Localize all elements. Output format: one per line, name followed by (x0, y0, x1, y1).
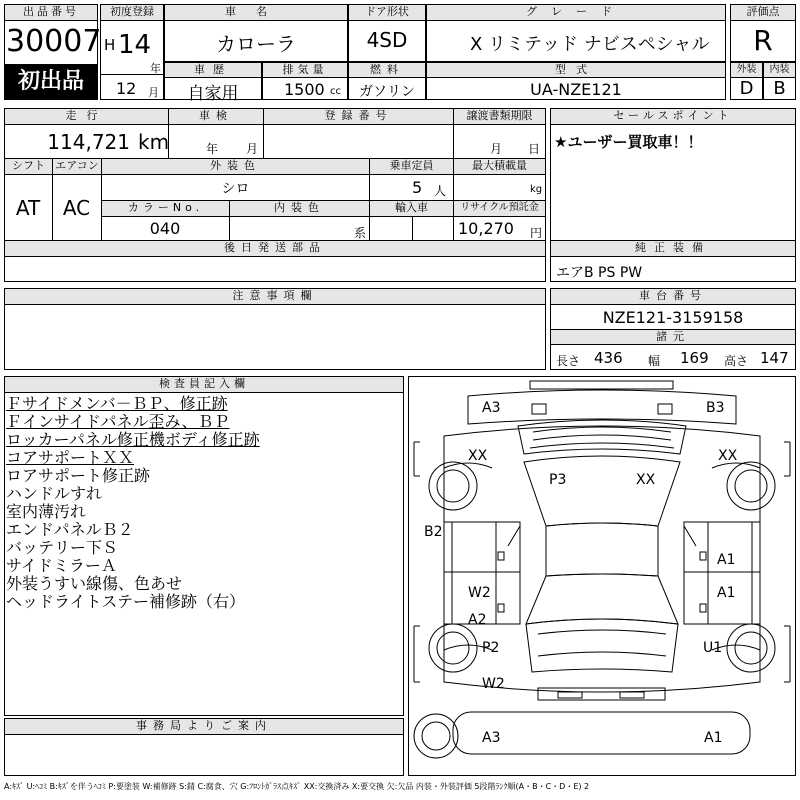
import-label: 輸入車 (370, 201, 453, 216)
recycle-unit: 円 (530, 226, 543, 240)
history-label: 車歴 (165, 63, 261, 77)
damage-mark: A2 (468, 612, 487, 628)
damage-mark: P3 (549, 472, 567, 488)
inspector-label: 検査員記入欄 (5, 377, 403, 392)
car-name-label: 車名 (165, 5, 347, 20)
mileage-value: 114,721 (47, 130, 130, 154)
recycle-value: 10,270 (458, 219, 514, 238)
dims-label: 諸元 (551, 330, 795, 344)
length-label: 長さ (556, 354, 581, 368)
ac-label: エアコン (53, 159, 101, 174)
fuel-value: ガソリン (359, 84, 415, 100)
rating-label: 評価点 (731, 5, 795, 20)
equipment-text: エアB PS PW (556, 265, 643, 281)
seats-label: 乗車定員 (370, 159, 453, 174)
sales-points-text: ★ユーザー買取車！！ (554, 133, 703, 151)
inspector-line: ヘッドライトステー補修跡（右） (6, 592, 246, 611)
ext-color-value: シロ (221, 181, 250, 197)
inspector-line: Ｆサイドメンバ－ＢＰ、修正跡 (6, 394, 228, 413)
transfer-month: 月 (490, 142, 503, 156)
lot-number: 30007 (6, 24, 102, 59)
inspection-label: 車検 (169, 109, 263, 124)
fuel-label: 燃料 (349, 63, 425, 77)
damage-mark: B3 (706, 400, 725, 416)
first-listing-text: 初出品 (17, 69, 84, 94)
inspector-line: コアサポートＸＸ (6, 448, 135, 467)
damage-mark: P2 (482, 640, 500, 656)
inspector-line: Ｆインサイドパネル歪み、ＢＰ (6, 412, 230, 431)
car-name: カローラ (216, 32, 296, 56)
grade-value: X リミテッド ナビスペシャル (470, 34, 710, 55)
reg-no-label: 登録番号 (264, 109, 453, 124)
recycle-label: リサイクル預託金 (454, 201, 545, 216)
damage-mark: XX (718, 448, 738, 464)
load-unit: kg (530, 184, 543, 195)
damage-mark: A3 (482, 730, 501, 746)
inspection-month: 月 (246, 142, 259, 156)
inspector-line: 室内薄汚れ (6, 502, 87, 521)
equipment-label: 純正装備 (551, 241, 795, 256)
rating-value: R (753, 24, 773, 57)
damage-mark: A1 (717, 585, 736, 601)
inspector-line: バッテリー下Ｓ (6, 538, 119, 557)
damage-mark: B2 (424, 524, 443, 540)
inspector-line: ロアサポート修正跡 (6, 466, 151, 485)
inspector-line: 外装うすい線傷、色あせ (6, 574, 183, 593)
transfer-day: 日 (528, 142, 541, 156)
door-value: 4SD (366, 28, 408, 52)
mileage-label: 走行 (5, 109, 168, 124)
exterior-value: D (739, 78, 754, 99)
shift-value: AT (15, 196, 41, 220)
inspector-line: サイドミラーＡ (6, 556, 117, 575)
chassis-label: 車台番号 (551, 289, 795, 304)
first-reg-month: 12 (116, 79, 137, 98)
displacement-unit: cc (330, 86, 341, 97)
year-unit: 年 (150, 62, 161, 75)
displacement-value: 1500 (284, 80, 325, 99)
inspector-line: ロッカーパネル修正機ボディ修正跡 (6, 430, 260, 449)
grade-label: グレード (427, 5, 725, 20)
transfer-label: 譲渡書類期限 (454, 109, 545, 124)
legend-text: A:ｷｽﾞ U:ﾍｺﾐ B:ｷｽﾞを伴うﾍｺﾐ P:要塗装 W:補修跡 S:錆 C:腐食、穴 G:ﾌﾛﾝﾄｶﾞﾗｽ点ｷｽﾞ XX:交換済み X:要交換 欠:欠品 内装・外装評価 5段階ﾗﾝｸ順(A・B・C・D・E) 2 (4, 782, 590, 791)
later-parts-label: 後日発送部品 (5, 241, 545, 256)
inspector-line: ハンドルすれ (6, 484, 103, 503)
damage-mark: W2 (482, 676, 505, 692)
caution-label: 注意事項欄 (5, 289, 545, 304)
color-no-value: 040 (149, 219, 181, 238)
load-label: 最大積載量 (454, 159, 545, 174)
damage-mark: XX (468, 448, 488, 464)
damage-mark: XX (636, 472, 656, 488)
damage-mark: A3 (482, 400, 501, 416)
damage-mark: A1 (717, 552, 736, 568)
inspection-year: 年 (206, 142, 219, 156)
displacement-label: 排気量 (263, 63, 347, 77)
interior-label: 内装 (764, 63, 795, 77)
width-label: 幅 (648, 354, 661, 368)
height-label: 高さ (724, 354, 749, 368)
int-color-label: 内装色 (230, 201, 369, 216)
color-no-label: カラーNo. (102, 201, 229, 216)
exterior-label: 外装 (731, 63, 762, 77)
door-label: ドア形状 (349, 5, 425, 20)
history-value: 自家用 (187, 84, 239, 104)
width-value: 169 (680, 349, 709, 367)
damage-mark: U1 (703, 640, 723, 656)
shift-label: シフト (5, 159, 52, 174)
first-reg-era: H (104, 36, 116, 54)
first-reg-label: 初度登録 (101, 5, 163, 20)
damage-mark: A1 (704, 730, 723, 746)
int-color-suffix: 系 (354, 226, 367, 240)
lot-label: 出品番号 (5, 5, 97, 20)
mileage-unit: km (138, 130, 170, 154)
height-value: 147 (760, 349, 789, 367)
ac-value: AC (62, 196, 91, 220)
inspector-line: エンドパネルＢ２ (6, 520, 134, 539)
model-value: UA-NZE121 (530, 80, 622, 99)
first-reg-year: 14 (118, 30, 152, 60)
ext-color-label: 外装色 (102, 159, 369, 174)
seats-unit: 人 (434, 184, 447, 198)
length-value: 436 (594, 349, 623, 367)
damage-mark: W2 (468, 585, 491, 601)
month-unit: 月 (148, 86, 159, 99)
interior-value: B (773, 78, 786, 99)
sales-points-label: セールスポイント (551, 109, 795, 124)
car-diagram-svg (408, 376, 796, 776)
model-label: 型式 (427, 63, 725, 77)
seats-value: 5 (412, 178, 423, 197)
chassis-number: NZE121-3159158 (602, 308, 744, 327)
office-label: 事務局よりご案内 (5, 719, 403, 734)
